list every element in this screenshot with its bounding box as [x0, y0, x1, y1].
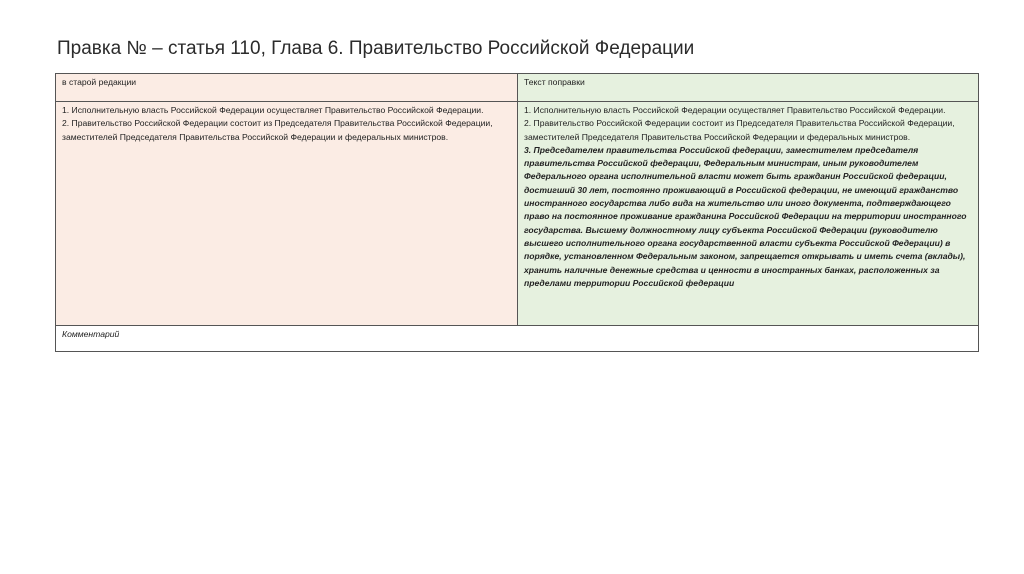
- header-old-edition: в старой редакции: [56, 74, 518, 102]
- table-content-row: [56, 102, 979, 326]
- header-amendment-text: Текст поправки: [518, 74, 979, 102]
- new-paragraph-3: 3. Председателем правительства Российской федерации, заместителем председателя правительства Российской федерации, Федеральным министрам, иным руководителем Федерального органа исполнительной власти может быть гражданин Российской федерации, достигший 30 лет, постоянно проживающий в Российской федерации, не имеющий гражданство иностранного государства либо вида на жительство или иного документа, подтверждающего право на постоянное проживание гражданина Российской Федерации на территории иностранного государства. Высшему должностному лицу субъекта Российской Федерации (руководителю высшего исполнительного органа государственной власти субъекта Российской Федерации) в порядке, установленном Федеральным законом, запрещается открывать и иметь счета (вклады), хранить наличные денежные средства и ценности в иностранных банках, расположенных за пределами территории Российской федерации: [524, 144, 967, 288]
- comment-row: [56, 326, 979, 352]
- old-paragraph-1: 1. Исполнительную власть Российской Федерации осуществляет Правительство Российской Федерации.: [62, 105, 484, 115]
- amendment-table: [55, 73, 979, 352]
- amendment-cell: [518, 102, 979, 326]
- comment-label: Комментарий: [62, 329, 120, 339]
- comment-cell: [56, 326, 979, 352]
- old-paragraph-2: 2. Правительство Российской Федерации состоит из Председателя Правительства Российской Федерации, заместителей Председателя Правительства Российской Федерации и федеральных министров.: [62, 118, 493, 142]
- old-edition-cell: [56, 102, 518, 326]
- slide-title: Правка № – статья 110, Глава 6. Правительство Российской Федерации: [57, 38, 695, 59]
- table-header-row: [56, 74, 979, 102]
- new-paragraph-1: 1. Исполнительную власть Российской Федерации осуществляет Правительство Российской Федерации.: [524, 105, 946, 115]
- new-paragraph-2: 2. Правительство Российской Федерации состоит из Председателя Правительства Российской Федерации, заместителей Председателя Правительства Российской Федерации и федеральных министров.: [524, 118, 955, 142]
